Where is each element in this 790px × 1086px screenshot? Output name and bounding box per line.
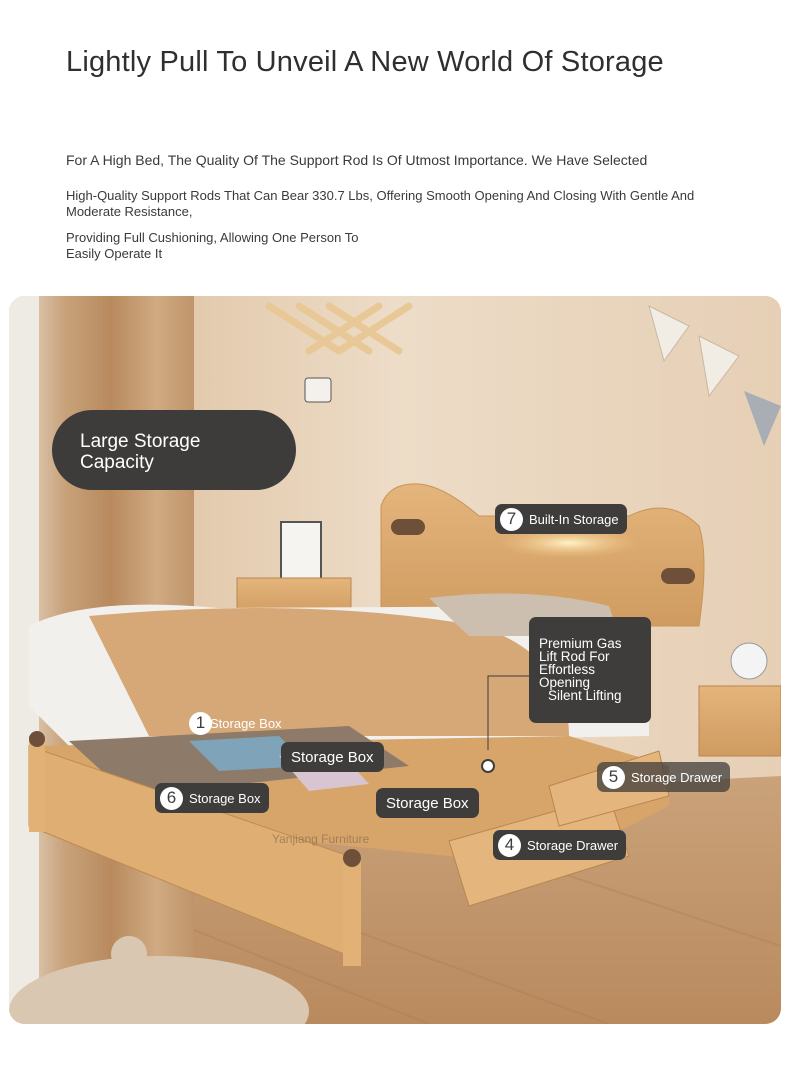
label-number: 6	[160, 787, 183, 810]
label-text: Storage Drawer	[631, 769, 723, 785]
label-number: 7	[500, 508, 523, 531]
label-storage-box-3	[376, 788, 479, 818]
gas-line-2: Lift Rod For	[539, 649, 610, 664]
gas-line-4: Opening	[539, 675, 591, 690]
gas-rod-pointer-line	[480, 670, 540, 780]
badge-line-2: Capacity	[80, 452, 154, 473]
label-storage-drawer-4	[493, 830, 626, 860]
label-text: Storage Box	[291, 748, 374, 766]
label-text: Storage Box	[189, 790, 261, 806]
bed-product-photo	[9, 296, 781, 1024]
gas-line-5: Silent Lifting	[548, 688, 622, 703]
gas-line-3: Effortless	[539, 662, 596, 677]
label-storage-box-center	[281, 742, 384, 772]
label-number: 1	[189, 712, 212, 735]
label-number: 4	[498, 834, 521, 857]
gas-lift-rod-callout	[529, 617, 651, 723]
label-storage-box-6	[155, 783, 269, 813]
description-paragraph-2: High-Quality Support Rods That Can Bear 330.7 Lbs, Offering Smooth Opening And Closing With Gentle And Moderate Resistance,	[66, 188, 695, 219]
label-text: Storage Box	[386, 794, 469, 812]
badge-line-1: Large Storage	[80, 431, 201, 452]
page-title: Lightly Pull To Unveil A New World Of Storage	[66, 46, 664, 78]
label-storage-box-1	[184, 708, 290, 738]
label-number: 5	[602, 766, 625, 789]
label-storage-drawer-5	[597, 762, 730, 792]
description-paragraph-1: For A High Bed, The Quality Of The Support Rod Is Of Utmost Importance. We Have Selected	[66, 152, 648, 168]
label-text: Storage Box	[210, 715, 282, 731]
description-paragraph-3: Providing Full Cushioning, Allowing One Person To Easily Operate It	[66, 230, 359, 261]
label-text: Built-In Storage	[529, 511, 619, 527]
label-text: Storage Drawer	[527, 837, 619, 853]
label-built-in-storage	[495, 504, 627, 534]
gas-line-1: Premium Gas	[539, 636, 622, 651]
large-storage-badge	[52, 410, 296, 490]
watermark: Yanjiang Furniture	[272, 832, 370, 846]
